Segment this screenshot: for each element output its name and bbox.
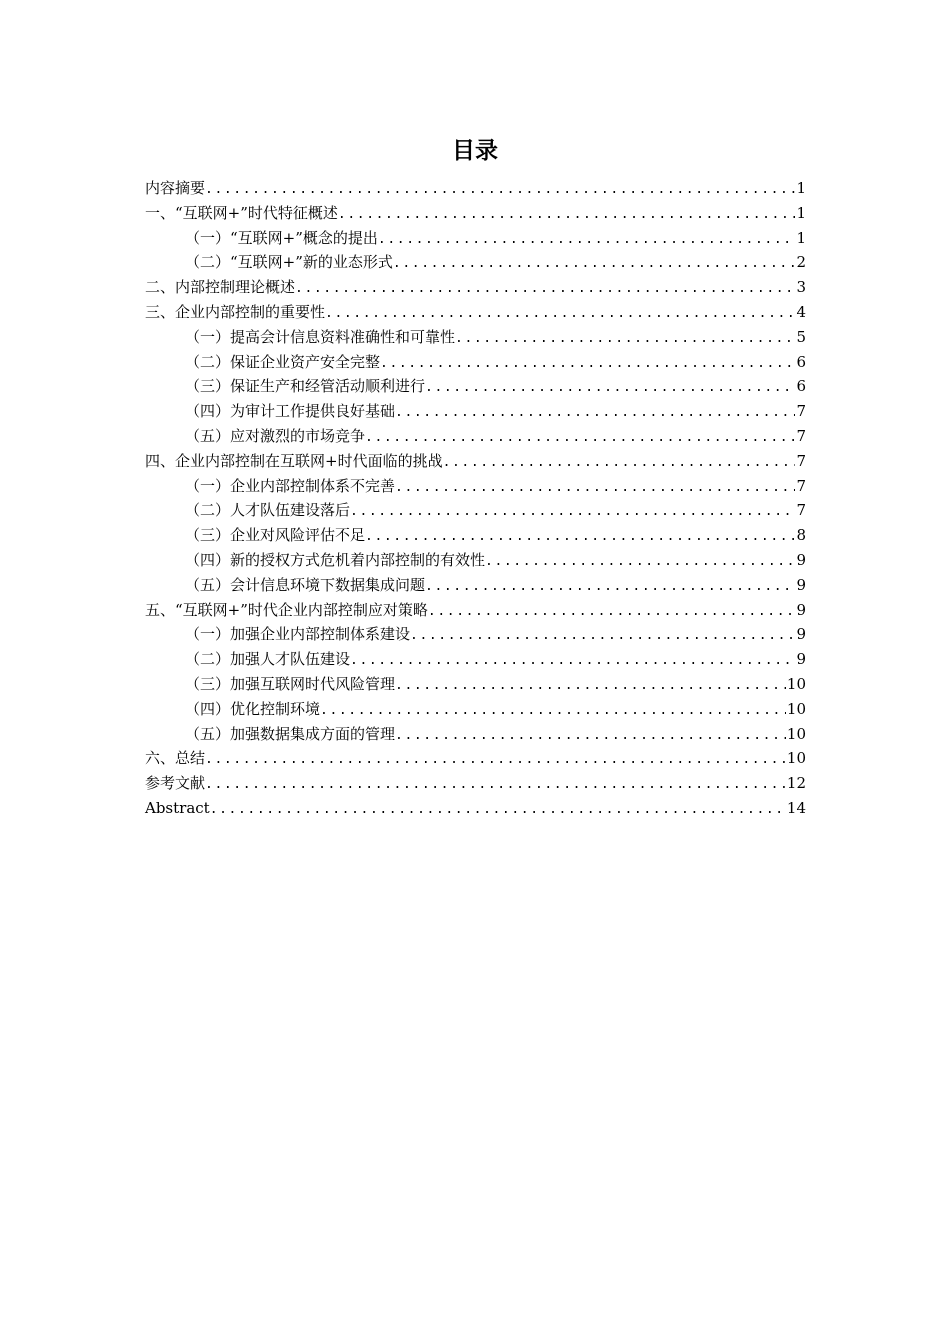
toc-entry[interactable]: [145, 226, 806, 251]
toc-entry-label: 内容摘要: [145, 179, 206, 197]
toc-entry-page-number: 9: [796, 600, 806, 619]
toc-leader-dots: [378, 228, 796, 253]
toc-entry-page-number: 9: [796, 650, 806, 669]
toc-leader-dots: [365, 525, 795, 550]
toc-entry-label: （二）人才队伍建设落后: [185, 501, 351, 520]
toc-entry-page-number: 9: [796, 550, 806, 569]
toc-entry[interactable]: [145, 672, 806, 697]
toc-leader-dots: [325, 302, 795, 327]
toc-entry[interactable]: [145, 498, 806, 523]
toc-entry-label: （三）保证生产和经管活动顺利进行: [185, 377, 426, 396]
toc-entry-label: （一）企业内部控制体系不完善: [185, 476, 396, 495]
toc-entry-page-number: 6: [796, 377, 806, 396]
table-of-contents: [145, 176, 806, 821]
page-title: 目录: [452, 138, 498, 164]
toc-entry-page-number: 4: [796, 302, 806, 321]
toc-leader-dots: [395, 724, 786, 749]
toc-entry[interactable]: [145, 722, 806, 747]
toc-leader-dots: [428, 600, 796, 625]
toc-entry-label: 四、企业内部控制在互联网+时代面临的挑战: [145, 451, 443, 470]
toc-entry[interactable]: [145, 573, 806, 598]
toc-entry-label: 五、“互联网+”时代企业内部控制应对策略: [145, 600, 428, 619]
toc-leader-dots: [210, 798, 786, 823]
toc-entry[interactable]: [145, 796, 806, 821]
toc-entry[interactable]: [145, 771, 806, 796]
toc-leader-dots: [425, 575, 795, 600]
toc-entry[interactable]: [145, 746, 806, 771]
toc-entry[interactable]: [145, 523, 806, 548]
toc-leader-dots: [205, 773, 786, 798]
toc-entry-page-number: 10: [786, 674, 806, 693]
toc-entry-label: （二）加强人才队伍建设: [185, 650, 351, 669]
toc-entry-page-number: 7: [796, 501, 806, 520]
toc-leader-dots: [380, 352, 795, 377]
toc-entry-label: （四）新的授权方式危机着内部控制的有效性: [185, 550, 486, 569]
toc-entry[interactable]: [145, 176, 806, 201]
toc-entry[interactable]: [145, 647, 806, 672]
toc-leader-dots: [455, 327, 795, 352]
toc-entry[interactable]: [145, 598, 806, 623]
toc-entry-page-number: 6: [796, 352, 806, 371]
toc-entry-label: （二）保证企业资产安全完整: [185, 352, 381, 371]
toc-entry-label: Abstract: [145, 798, 210, 817]
toc-entry[interactable]: [145, 300, 806, 325]
toc-entry-label: 二、内部控制理论概述: [145, 278, 296, 297]
toc-entry-page-number: 10: [786, 724, 806, 743]
toc-entry[interactable]: [145, 399, 806, 424]
toc-entry[interactable]: [145, 275, 806, 300]
toc-entry[interactable]: [145, 325, 806, 350]
toc-entry-page-number: 7: [796, 451, 806, 470]
toc-entry-label: （一）“互联网+”概念的提出: [185, 228, 378, 247]
toc-entry-page-number: 7: [796, 426, 806, 445]
toc-entry-label: （一）提高会计信息资料准确性和可靠性: [185, 327, 456, 346]
toc-leader-dots: [485, 550, 795, 575]
toc-entry-label: 一、“互联网+”时代特征概述: [145, 203, 338, 222]
toc-leader-dots: [395, 401, 795, 426]
toc-entry-label: （四）为审计工作提供良好基础: [185, 402, 396, 421]
toc-entry[interactable]: [145, 250, 806, 275]
toc-entry[interactable]: [145, 622, 806, 647]
toc-entry[interactable]: [145, 697, 806, 722]
toc-leader-dots: [425, 376, 795, 401]
toc-entry-page-number: 1: [796, 203, 806, 222]
toc-entry-page-number: 2: [796, 253, 806, 272]
toc-leader-dots: [443, 451, 796, 476]
toc-entry-page-number: 5: [796, 327, 806, 346]
toc-entry[interactable]: [145, 350, 806, 375]
toc-entry[interactable]: [145, 424, 806, 449]
toc-entry-page-number: 9: [796, 575, 806, 594]
toc-entry-page-number: 14: [786, 798, 806, 817]
toc-leader-dots: [410, 624, 795, 649]
toc-entry[interactable]: [145, 548, 806, 573]
toc-leader-dots: [365, 426, 795, 451]
toc-entry-label: （二）“互联网+”新的业态形式: [185, 253, 393, 272]
toc-entry-label: （三）企业对风险评估不足: [185, 526, 366, 545]
toc-entry-page-number: 12: [786, 774, 806, 793]
toc-entry-page-number: 10: [786, 749, 806, 768]
toc-entry-label: （四）优化控制环境: [185, 699, 321, 718]
toc-entry-page-number: 7: [796, 476, 806, 495]
toc-entry-label: （五）会计信息环境下数据集成问题: [185, 575, 426, 594]
toc-leader-dots: [205, 748, 786, 773]
toc-leader-dots: [320, 699, 786, 724]
toc-entry-label: （五）应对激烈的市场竞争: [185, 426, 366, 445]
toc-leader-dots: [395, 476, 795, 501]
toc-entry-label: （一）加强企业内部控制体系建设: [185, 625, 411, 644]
toc-entry[interactable]: [145, 201, 806, 226]
toc-entry-page-number: 9: [796, 625, 806, 644]
toc-leader-dots: [395, 674, 786, 699]
toc-leader-dots: [350, 500, 795, 525]
toc-leader-dots: [350, 649, 795, 674]
toc-entry[interactable]: [145, 449, 806, 474]
toc-entry-page-number: 7: [796, 402, 806, 421]
toc-leader-dots: [338, 203, 796, 228]
toc-leader-dots: [393, 252, 796, 277]
toc-entry-label: 参考文献: [145, 774, 206, 793]
toc-entry-label: （三）加强互联网时代风险管理: [185, 674, 396, 693]
toc-entry-page-number: 3: [796, 278, 806, 297]
toc-entry-page-number: 1: [796, 228, 806, 247]
toc-leader-dots: [295, 277, 795, 302]
toc-entry-page-number: 1: [796, 179, 806, 197]
toc-leader-dots: [205, 178, 795, 203]
toc-entry[interactable]: [145, 374, 806, 399]
toc-entry-page-number: 8: [796, 526, 806, 545]
toc-entry-page-number: 10: [786, 699, 806, 718]
toc-entry[interactable]: [145, 474, 806, 499]
toc-entry-label: 六、总结: [145, 749, 206, 768]
toc-entry-label: 三、企业内部控制的重要性: [145, 302, 326, 321]
toc-entry-label: （五）加强数据集成方面的管理: [185, 724, 396, 743]
